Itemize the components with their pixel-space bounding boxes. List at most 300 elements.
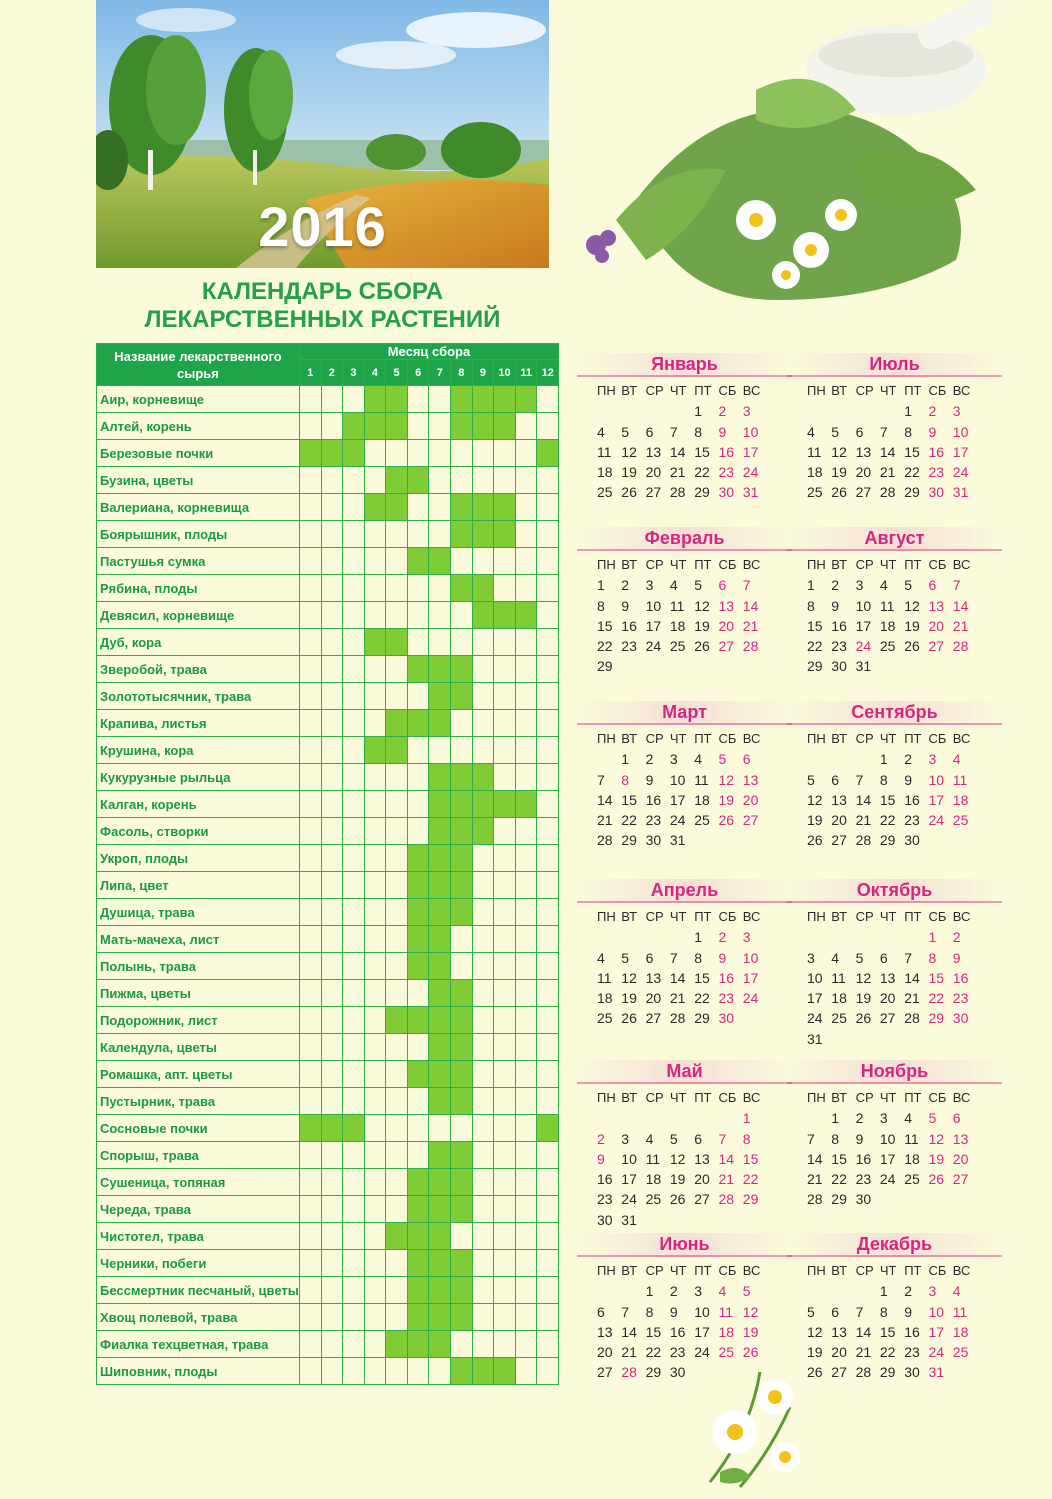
- weekday-label: ЧТ: [879, 383, 897, 398]
- harvest-table: [96, 343, 559, 1385]
- table-row: [97, 1250, 559, 1277]
- month-days-grid: [807, 907, 982, 1049]
- harvest-cell-active: [407, 926, 429, 953]
- day: 12: [807, 1323, 823, 1340]
- harvest-cell: [537, 494, 559, 521]
- day: 17: [807, 990, 823, 1007]
- day: 14: [597, 791, 613, 808]
- harvest-cell-active: [429, 818, 451, 845]
- harvest-cell: [299, 548, 321, 575]
- holiday-day: 17: [742, 969, 759, 986]
- harvest-cell: [494, 1088, 516, 1115]
- harvest-cell: [537, 710, 559, 737]
- day: 18: [597, 990, 613, 1007]
- day: 11: [831, 969, 846, 986]
- harvest-cell: [321, 1223, 343, 1250]
- harvest-cell: [321, 602, 343, 629]
- harvest-cell: [386, 683, 408, 710]
- holiday-day: 5: [928, 1110, 937, 1127]
- day: 3: [855, 577, 864, 594]
- harvest-cell-active: [451, 1007, 473, 1034]
- day: 8: [879, 771, 888, 788]
- plant-name: Бузина, цветы: [97, 467, 300, 494]
- month-number-4: 4: [364, 360, 386, 386]
- harvest-cell: [537, 1061, 559, 1088]
- harvest-cell: [494, 683, 516, 710]
- harvest-cell: [364, 1088, 386, 1115]
- plant-name: Полынь, трава: [97, 953, 300, 980]
- table-row: [97, 899, 559, 926]
- day: 24: [669, 812, 686, 829]
- harvest-cell: [364, 1331, 386, 1358]
- harvest-cell: [537, 575, 559, 602]
- harvest-cell: [321, 1250, 343, 1277]
- month-block: [597, 1060, 772, 1230]
- harvest-cell-active: [429, 791, 451, 818]
- day: 31: [855, 658, 872, 675]
- harvest-cell: [343, 1142, 365, 1169]
- day: 13: [597, 1323, 613, 1340]
- day: 5: [669, 1130, 678, 1147]
- harvest-cell: [321, 413, 343, 440]
- empty-day: [880, 401, 904, 421]
- month-number-12: 12: [537, 360, 559, 386]
- harvest-cell: [537, 1142, 559, 1169]
- holiday-day: 9: [718, 949, 727, 966]
- harvest-cell: [364, 953, 386, 980]
- holiday-day: 12: [718, 771, 735, 788]
- month-title: Май: [577, 1060, 792, 1084]
- day: 18: [694, 791, 710, 808]
- harvest-cell: [537, 845, 559, 872]
- day: 10: [879, 1130, 896, 1147]
- weekday-label: ЧТ: [669, 1263, 687, 1278]
- harvest-cell: [386, 872, 408, 899]
- harvest-cell-active: [451, 413, 473, 440]
- harvest-cell: [515, 467, 537, 494]
- harvest-cell: [321, 1142, 343, 1169]
- harvest-cell: [386, 656, 408, 683]
- harvest-cell: [343, 467, 365, 494]
- holiday-day: 24: [928, 1344, 945, 1361]
- harvest-cell-active: [343, 413, 365, 440]
- harvest-cell: [472, 440, 494, 467]
- holiday-day: 28: [718, 1191, 735, 1208]
- day: 19: [807, 812, 823, 829]
- harvest-cell-active: [451, 1358, 473, 1385]
- empty-day: [621, 927, 645, 947]
- holiday-day: 18: [952, 1323, 969, 1340]
- weekday-label: ВТ: [621, 1263, 638, 1278]
- harvest-cell-active: [407, 899, 429, 926]
- day: 20: [694, 1171, 710, 1188]
- harvest-cell: [472, 1034, 494, 1061]
- table-row: [97, 1142, 559, 1169]
- harvest-cell: [472, 656, 494, 683]
- harvest-cell: [429, 1358, 451, 1385]
- plant-name: Боярышник, плоды: [97, 521, 300, 548]
- day: 1: [645, 1283, 654, 1300]
- harvest-cell: [343, 629, 365, 656]
- month-title: Март: [577, 701, 792, 725]
- harvest-cell: [472, 926, 494, 953]
- holiday-day: 20: [718, 617, 735, 634]
- harvest-cell: [343, 791, 365, 818]
- harvest-cell-active: [515, 791, 537, 818]
- day: 19: [831, 464, 847, 481]
- holiday-day: 25: [718, 1344, 735, 1361]
- month-block: [597, 527, 772, 677]
- harvest-cell-active: [429, 953, 451, 980]
- harvest-cell-active: [386, 737, 408, 764]
- harvest-cell-active: [386, 710, 408, 737]
- harvest-cell-active: [451, 845, 473, 872]
- table-row: [97, 926, 559, 953]
- weekday-label: ВС: [952, 909, 971, 924]
- day: 1: [621, 751, 630, 768]
- harvest-cell: [299, 764, 321, 791]
- harvest-cell: [494, 440, 516, 467]
- harvest-cell-active: [407, 1277, 429, 1304]
- month-days-grid: [597, 555, 772, 677]
- harvest-cell: [429, 737, 451, 764]
- harvest-cell: [407, 494, 429, 521]
- holiday-day: 27: [718, 638, 735, 655]
- harvest-cell: [299, 1304, 321, 1331]
- harvest-cell: [321, 1007, 343, 1034]
- harvest-cell: [364, 1034, 386, 1061]
- holiday-day: 17: [742, 443, 759, 460]
- harvest-cell: [451, 1223, 473, 1250]
- weekday-label: ПТ: [904, 1263, 922, 1278]
- day: 4: [807, 423, 815, 440]
- harvest-cell-active: [407, 548, 429, 575]
- weekday-label: СБ: [718, 383, 737, 398]
- day: 27: [645, 484, 662, 501]
- weekday-label: СР: [645, 909, 664, 924]
- day: 25: [807, 484, 823, 501]
- harvest-cell: [321, 1061, 343, 1088]
- harvest-cell: [386, 1250, 408, 1277]
- holiday-day: 15: [928, 969, 945, 986]
- harvest-cell: [494, 1250, 516, 1277]
- holiday-day: 2: [952, 929, 961, 946]
- weekday-label: СР: [855, 557, 874, 572]
- harvest-cell-active: [429, 1061, 451, 1088]
- holiday-day: 16: [952, 969, 969, 986]
- harvest-cell: [472, 1223, 494, 1250]
- harvest-cell: [386, 1169, 408, 1196]
- harvest-cell: [472, 1250, 494, 1277]
- plant-name-header: Название лекарственного сырья: [97, 344, 300, 386]
- month-number-2: 2: [321, 360, 343, 386]
- month-days-grid: [597, 729, 772, 851]
- harvest-cell: [537, 1034, 559, 1061]
- holiday-day: 5: [742, 1283, 751, 1300]
- holiday-day: 6: [718, 577, 727, 594]
- month-block: [807, 879, 982, 1049]
- harvest-cell-active: [343, 1115, 365, 1142]
- weekday-label: СБ: [928, 557, 947, 572]
- landscape-painting: [96, 0, 549, 268]
- empty-day: [694, 1108, 718, 1128]
- harvest-cell: [515, 1358, 537, 1385]
- weekday-label: ПТ: [904, 557, 922, 572]
- holiday-day: 6: [952, 1110, 961, 1127]
- weekday-label: ПТ: [694, 383, 712, 398]
- plant-name: Фиалка техцветная, трава: [97, 1331, 300, 1358]
- harvest-cell-active: [429, 1196, 451, 1223]
- plant-name: Мать-мачеха, лист: [97, 926, 300, 953]
- day: 16: [669, 1323, 686, 1340]
- table-row: [97, 1223, 559, 1250]
- harvest-cell: [364, 1196, 386, 1223]
- holiday-day: 25: [952, 812, 969, 829]
- harvest-cell: [515, 872, 537, 899]
- harvest-cell: [472, 845, 494, 872]
- harvest-cell: [407, 575, 429, 602]
- day: 24: [645, 638, 662, 655]
- day: 12: [621, 969, 637, 986]
- harvest-cell: [407, 440, 429, 467]
- day: 25: [879, 638, 896, 655]
- harvest-cell: [472, 467, 494, 494]
- day: 8: [597, 597, 605, 614]
- day: 8: [807, 597, 815, 614]
- harvest-cell: [407, 980, 429, 1007]
- harvest-cell: [515, 656, 537, 683]
- day: 13: [645, 969, 662, 986]
- day: 30: [904, 832, 920, 849]
- holiday-day: 18: [718, 1323, 735, 1340]
- day: 16: [855, 1150, 872, 1167]
- harvest-cell: [386, 818, 408, 845]
- weekday-label: ВТ: [831, 383, 848, 398]
- harvest-cell-active: [429, 845, 451, 872]
- weekday-label: ВТ: [831, 1263, 848, 1278]
- day: 22: [879, 1344, 896, 1361]
- harvest-cell: [364, 1250, 386, 1277]
- weekday-label: ЧТ: [669, 731, 687, 746]
- day: 10: [669, 771, 686, 788]
- harvest-cell: [494, 1196, 516, 1223]
- weekday-label: ПН: [807, 557, 826, 572]
- day: 15: [694, 443, 710, 460]
- harvest-cell-active: [407, 1061, 429, 1088]
- day: 31: [669, 832, 686, 849]
- plant-name: Девясил, корневище: [97, 602, 300, 629]
- harvest-cell: [343, 548, 365, 575]
- day: 18: [879, 617, 896, 634]
- day: 26: [855, 1010, 872, 1027]
- harvest-cell: [472, 1196, 494, 1223]
- month-block: [597, 1233, 772, 1383]
- harvest-cell-active: [429, 1169, 451, 1196]
- harvest-cell-active: [515, 602, 537, 629]
- harvest-cell: [407, 1088, 429, 1115]
- harvest-cell: [472, 1088, 494, 1115]
- day: 27: [855, 484, 872, 501]
- weekday-label: СБ: [718, 1263, 737, 1278]
- day: 5: [621, 949, 630, 966]
- harvest-cell: [494, 1061, 516, 1088]
- day: 3: [645, 577, 654, 594]
- harvest-cell: [515, 737, 537, 764]
- harvest-cell: [386, 845, 408, 872]
- harvest-cell: [515, 1115, 537, 1142]
- harvest-cell: [537, 656, 559, 683]
- day: 8: [879, 1303, 888, 1320]
- holiday-day: 19: [718, 791, 735, 808]
- harvest-cell-active: [494, 521, 516, 548]
- day: 25: [904, 1171, 920, 1188]
- day: 14: [904, 969, 920, 986]
- harvest-cell: [494, 899, 516, 926]
- harvest-cell: [429, 1115, 451, 1142]
- harvest-cell: [343, 926, 365, 953]
- plant-name: Пижма, цветы: [97, 980, 300, 1007]
- holiday-day: 30: [928, 484, 945, 501]
- day: 28: [879, 484, 896, 501]
- weekday-label: ВТ: [831, 909, 848, 924]
- weekday-label: ПТ: [694, 731, 712, 746]
- day: 19: [669, 1171, 686, 1188]
- harvest-cell: [299, 1196, 321, 1223]
- harvest-cell: [321, 737, 343, 764]
- weekday-label: ЧТ: [879, 1263, 897, 1278]
- month-title: Апрель: [577, 879, 792, 903]
- harvest-cell: [515, 575, 537, 602]
- harvest-cell-active: [429, 683, 451, 710]
- harvest-cell: [494, 629, 516, 656]
- day: 14: [807, 1150, 823, 1167]
- holiday-day: 23: [928, 464, 945, 481]
- harvest-cell: [537, 926, 559, 953]
- day: 29: [904, 484, 920, 501]
- empty-day: [831, 927, 855, 947]
- harvest-cell: [494, 980, 516, 1007]
- day: 12: [831, 443, 847, 460]
- day: 21: [621, 1344, 637, 1361]
- day: 26: [621, 484, 637, 501]
- harvest-cell: [343, 1331, 365, 1358]
- table-row: [97, 1358, 559, 1385]
- harvest-cell: [515, 845, 537, 872]
- plant-name: Кукурузные рыльца: [97, 764, 300, 791]
- harvest-cell: [407, 1142, 429, 1169]
- harvest-cell: [494, 1115, 516, 1142]
- harvest-cell: [299, 656, 321, 683]
- day: 19: [807, 1344, 823, 1361]
- month-number-9: 9: [472, 360, 494, 386]
- harvest-cell-active: [494, 1358, 516, 1385]
- harvest-cell: [299, 872, 321, 899]
- month-days-grid: [807, 729, 982, 851]
- weekday-label: СР: [645, 383, 664, 398]
- harvest-cell: [364, 818, 386, 845]
- harvest-cell: [299, 602, 321, 629]
- harvest-cell: [386, 1277, 408, 1304]
- day: 11: [669, 597, 685, 614]
- day: 3: [879, 1110, 888, 1127]
- empty-day: [621, 401, 645, 421]
- harvest-cell: [343, 1169, 365, 1196]
- day: 28: [807, 1191, 823, 1208]
- day: 29: [645, 1364, 662, 1381]
- harvest-cell: [321, 1304, 343, 1331]
- day: 22: [831, 1171, 847, 1188]
- harvest-cell-active: [407, 1331, 429, 1358]
- empty-day: [718, 1108, 742, 1128]
- harvest-cell: [472, 710, 494, 737]
- day: 27: [645, 1010, 662, 1027]
- harvest-cell: [321, 845, 343, 872]
- day: 1: [597, 577, 605, 594]
- day: 29: [694, 484, 710, 501]
- plant-name: Бессмертник песчаный, цветы: [97, 1277, 300, 1304]
- holiday-day: 2: [597, 1130, 605, 1147]
- empty-day: [670, 927, 694, 947]
- harvest-cell: [343, 1358, 365, 1385]
- day: 29: [879, 1364, 896, 1381]
- day: 27: [831, 1364, 847, 1381]
- month-title: Декабрь: [787, 1233, 1002, 1257]
- day: 12: [694, 597, 710, 614]
- harvest-cell-active: [451, 494, 473, 521]
- month-number-6: 6: [407, 360, 429, 386]
- harvest-cell-active: [472, 386, 494, 413]
- holiday-day: 2: [718, 929, 727, 946]
- day: 8: [694, 423, 702, 440]
- harvest-cell: [537, 1223, 559, 1250]
- empty-day: [597, 1281, 621, 1301]
- harvest-cell: [515, 413, 537, 440]
- empty-day: [807, 401, 831, 421]
- day: 27: [879, 1010, 896, 1027]
- day: 6: [645, 423, 654, 440]
- day: 4: [597, 949, 605, 966]
- table-row: [97, 845, 559, 872]
- holiday-day: 10: [952, 423, 969, 440]
- harvest-cell: [494, 818, 516, 845]
- day: 15: [694, 969, 710, 986]
- day: 18: [904, 1150, 920, 1167]
- harvest-cell-active: [407, 710, 429, 737]
- harvest-cell: [321, 1169, 343, 1196]
- day: 13: [879, 969, 896, 986]
- harvest-cell-active: [429, 899, 451, 926]
- harvest-cell-active: [386, 1223, 408, 1250]
- empty-day: [831, 749, 855, 769]
- harvest-cell: [343, 1061, 365, 1088]
- weekday-label: СБ: [718, 731, 737, 746]
- harvest-cell: [343, 953, 365, 980]
- harvest-cell-active: [364, 386, 386, 413]
- weekday-label: СБ: [928, 731, 947, 746]
- day: 2: [645, 751, 654, 768]
- harvest-cell: [494, 764, 516, 791]
- day: 10: [807, 969, 823, 986]
- harvest-cell: [515, 1061, 537, 1088]
- day: 26: [831, 484, 847, 501]
- harvest-cell: [386, 521, 408, 548]
- holiday-day: 19: [742, 1323, 759, 1340]
- harvest-cell: [515, 629, 537, 656]
- harvest-cell: [451, 467, 473, 494]
- day: 22: [879, 812, 896, 829]
- day: 30: [904, 1364, 920, 1381]
- day: 8: [831, 1130, 840, 1147]
